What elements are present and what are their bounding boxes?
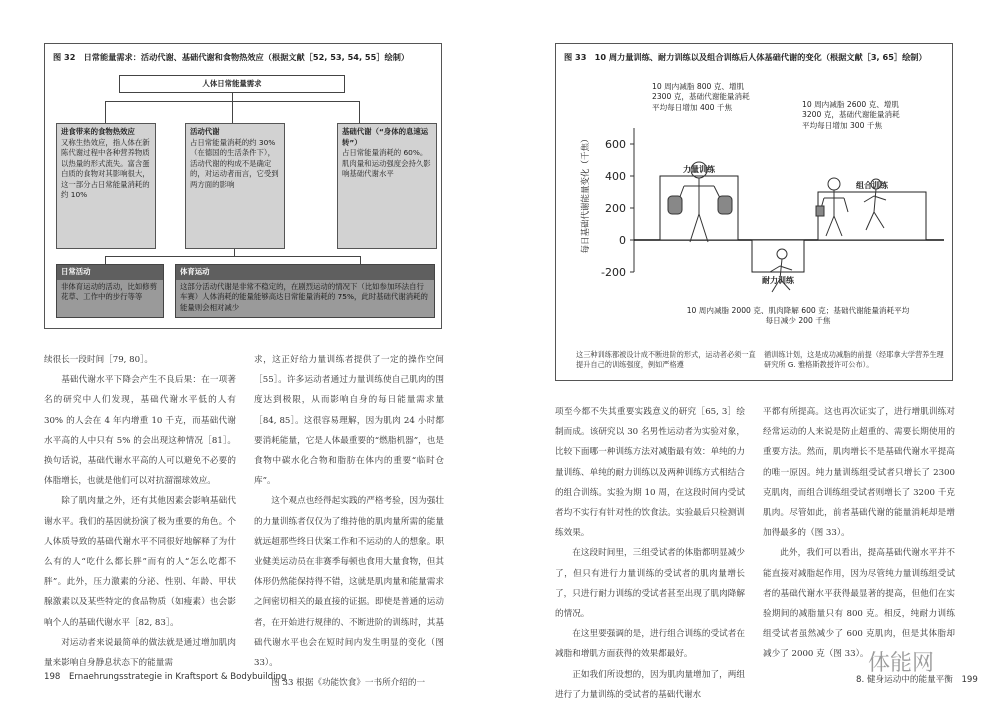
- strength-annotation: 10 周内减脂 800 克、增肌 2300 克，基础代谢能量消耗平均每日增加 400 千焦: [652, 82, 750, 112]
- daily-activity-text: 非体育运动的活动，比如修剪花草、工作中的步行等等: [61, 281, 158, 302]
- paragraph: 正如我们所设想的，因为肌肉量增加了，两组进行了力量训练的受试者的基础代谢水: [555, 669, 745, 700]
- figure-32-caption: 图 32 日常能量需求：活动代谢、基础代谢和食物热效应（根据文献［52, 53, 54, 55］绘制）: [53, 52, 410, 62]
- sport-activity-box: [175, 264, 435, 318]
- daily-activity-title: 日常活动: [57, 265, 163, 280]
- paragraph: 在这里要强调的是，进行组合训练的受试者在减脂和增肌方面获得的效果都最好。: [555, 629, 745, 660]
- bar-label-1: 耐力训练: [762, 276, 794, 285]
- left-page-column-2: [254, 350, 444, 693]
- left-page-footer: 198 Ernaehrungsstrategie in Kraftsport & Bodybuilding: [44, 672, 287, 682]
- y-tick-label: 400: [605, 170, 626, 183]
- food-thermic-box: [56, 123, 156, 249]
- bar-label-0: 力量训练: [683, 165, 715, 174]
- figure-33-caption: 图 33 10 周力量训练、耐力训练以及组合训练后人体基础代谢的变化（根据文献［3, 65］绘制）: [564, 52, 927, 62]
- right-page-footer: 8. 健身运动中的能量平衡 199: [856, 675, 978, 685]
- food-thermic-text: 又称生热效应，指人体在新陈代谢过程中各种营养物质以热量的形式流失。富含蛋白质的食物对其影响很大，这一部分占日常能量消耗的约 10%: [61, 137, 150, 200]
- endurance-annotation: 10 周内减脂 2000 克、肌肉降解 600 克；基础代谢能量消耗平均每日减少 200 千焦: [686, 306, 910, 326]
- paragraph: 项至今都不失其重要实践意义的研究［65, 3］绘制而成。该研究以 30 名男性运动者为实验对象，比较下面哪一种训练方法对减脂最有效：单纯的力量训练、单纯的耐力训练以及两种训练方式相结合的组合训练。实验为期 10 周，在这段时间内受试者均不实行有针对性的饮食法。实验最后只检测训练效果。: [555, 407, 745, 539]
- figure-32: [44, 43, 442, 329]
- paragraph: 在这段时间里，三组受试者的体脂都明显减少了，但只有进行力量训练的受试者的肌肉量增长了，只进行耐力训练的受试者甚至出现了肌肉降解的情况。: [555, 548, 745, 620]
- paragraph: 这个观点也经得起实践的严格考验，因为强壮的力量训练者仅仅为了维持他的肌肉量所需的能量就远超那些终日伏案工作和不运动的人的想象。职业健美运动员在非赛季每顿也食用大量食物，但其体形仍然能保持得不错，这就是肌肉量和能量需求之间密切相关的最直接的证据。即使是普通的运动者，在开始进行规律的、不断进阶的训练时，其基础代谢水平也会在短时间内发生明显的变化（图 33）。: [254, 496, 444, 669]
- right-page-column-1: [555, 402, 745, 705]
- paragraph: 求，这正好给力量训练者提供了一定的操作空间［55］。许多运动者通过力量训练使自己肌肉的围度达到极限，从而影响自身的每日能量需求量［84, 85］。这很容易理解，因为肌肉 24 小时都要消耗能量，它是人体最重要的“燃脂机器”，也是食物中碳水化合物和脂肪在体内的重要“临时仓库”。: [254, 355, 444, 487]
- connector-line: [359, 101, 360, 123]
- activity-metabolism-box: [185, 123, 285, 249]
- connector-line: [105, 256, 361, 257]
- activity-metabolism-text: 占日常能量消耗的约 30%（在德国的生活条件下），活动代谢的构成不是确定的，对运动者而言，它受到两方面的影响: [190, 137, 279, 189]
- connector-line: [234, 249, 235, 256]
- daily-activity-box: [56, 264, 164, 318]
- y-tick-label: 0: [619, 234, 626, 247]
- y-tick-label: 600: [605, 138, 626, 151]
- paragraph: 除了肌肉量之外，还有其他因素会影响基础代谢水平。我们的基因就扮演了极为重要的角色。个人体质导致的基础代谢水平不同很好地解释了为什么有的人“吃什么都长胖”而有的人“怎么吃都不胖”。此外，压力激素的分泌、性别、年龄、甲状腺激素以及某些特定的食品物质（如瘦素）也会影响个人的基础代谢水平［82, 83］。: [44, 496, 236, 628]
- sport-activity-title: 体育运动: [176, 265, 434, 280]
- y-tick-label: 200: [605, 202, 626, 215]
- basal-metabolism-title: 基础代谢（“身体的息速运转”）: [342, 127, 429, 147]
- paragraph: 对运动者来说最简单的做法就是通过增加肌肉量来影响自身静息状态下的能量需: [44, 637, 236, 669]
- basal-metabolism-text: 占日常能量消耗的 60%。肌肉量和运动强度会持久影响基础代谢水平: [342, 148, 431, 179]
- connector-line: [360, 256, 361, 264]
- left-page-column-1: [44, 350, 236, 673]
- paragraph: 此外，我们可以看出，提高基础代谢水平并不能直接对减脂起作用，因为尽管纯力量训练组受试者的基础代谢水平获得最显著的提高，但他们在实验期间的减脂量只有 800 克。相反，纯耐力训练组受试者虽然减少了 600 克肌肉，但是其体脂却减少了 2000 克（图 33）。: [763, 548, 955, 660]
- watermark-text: 体能网: [868, 651, 935, 676]
- connector-line: [105, 256, 106, 264]
- bmr-change-chart: [556, 44, 954, 344]
- figure-33-note-left: 这三种训练都被设计成不断进阶的形式，运动者必须一直提升自己的训练强度，例如严格遵: [576, 350, 756, 369]
- sport-activity-text: 这部分活动代谢是非常不稳定的，在剧烈运动的情况下（比如参加环法自行车赛）人体消耗的能量能够高达日常能量消耗的 75%，此时基础代谢消耗的能量则会相对减少: [180, 281, 428, 312]
- paragraph: 基础代谢水平下降会产生不良后果：在一项著名的研究中人们发现，基础代谢水平低的人有 30% 的人会在 4 年内增重 10 千克，而基础代谢水平高的人中只有 5% 的会出现这种情况［81］。换句话说，基础代谢水平高的人可以避免不必要的体脂增长，也就是他们可以对抗溜溜球效应。: [44, 375, 236, 487]
- figure-33: [555, 43, 953, 381]
- bar-label-2: 组合训练: [856, 181, 888, 190]
- y-axis-label: 每日基础代谢能量变化（千焦）: [581, 134, 591, 254]
- connector-line: [105, 101, 106, 123]
- figure-33-note-right: 循训练计划，这是成功减脂的前提（经耶拿大学营养生理研究所 G. 雅格斯教授许可公布）。: [764, 350, 944, 369]
- basal-metabolism-box: [337, 123, 437, 249]
- energy-need-top-box: 人体日常能量需求: [119, 75, 345, 93]
- connector-line: [232, 101, 233, 123]
- food-thermic-title: 进食带来的食物热效应: [61, 127, 135, 136]
- y-tick-label: -200: [601, 266, 626, 279]
- paragraph: 图 33 根据《功能饮食》一书所介绍的一: [271, 678, 426, 689]
- combined-annotation: 10 周内减脂 2600 克、增肌 3200 克，基础代谢能量消耗平均每日增加 300 千焦: [802, 100, 900, 130]
- connector-line: [232, 93, 233, 101]
- activity-metabolism-title: 活动代谢: [190, 127, 220, 136]
- paragraph: 平都有所提高。这也再次证实了，进行增肌训练对经常运动的人来说是防止超重的、需要长期使用的重要方法。然而，肌肉增长不是基础代谢水平提高的唯一原因。纯力量训练组受试者只增长了 2300 克肌肉，而组合训练组受试者则增长了 3200 千克肌肉。尽管如此，前者基础代谢的能量消耗却是增加得最多的（图 33）。: [763, 407, 955, 539]
- right-page-column-2: [763, 402, 955, 665]
- paragraph: 续很长一段时间［79, 80］。: [44, 355, 153, 365]
